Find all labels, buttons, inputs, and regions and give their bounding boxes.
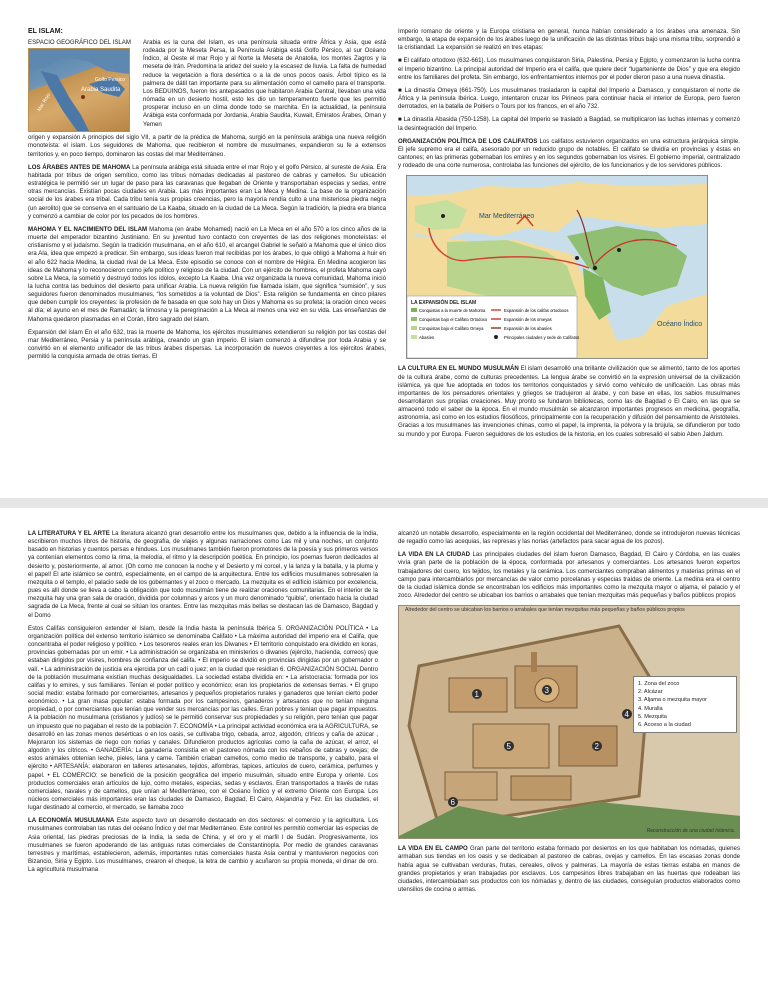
plan-legend-item-3: 3. Aljama o mezquita mayor xyxy=(638,697,708,704)
svg-text:1: 1 xyxy=(474,690,479,700)
plan-legend-item-6: 6. Acceso a la ciudad xyxy=(638,721,691,728)
expansion-map-graphic xyxy=(407,176,707,358)
plan-legend-item-5: 5. Mezquita xyxy=(638,713,667,720)
map-label-red-sea: Mar Rojo xyxy=(36,92,53,113)
expansion-paragraph: Expansión del islam En el año 632, tras la muerte de Mahoma, los ejércitos musulmanes extendieron su religión por las costas del mar Mediterráneo, Persia y la península arábiga, creando un gran imperio. El islam comenzó a difundirse por toda Arabia y se convirtió en el elemento unificador de las tribus árabes dispersas. La incorporación de nuevos creyentes a los ejércitos árabes, permitió la conquista armada de otras tierras. El xyxy=(28,328,386,361)
plan-legend-item-1: 1. Zona del zoco xyxy=(638,681,680,688)
map-legend-title: LA EXPANSIÓN DEL ISLAM xyxy=(411,300,477,307)
arabia-map-image xyxy=(28,48,130,132)
svg-text:6: 6 xyxy=(450,798,455,808)
islamic-city-illustration xyxy=(398,605,740,839)
map-label-gulf: Golfo Pérsico xyxy=(95,77,126,84)
legend-item-5: Expansión de los califas ortodoxos xyxy=(504,308,569,314)
plan-legend-item-2: 2. Alcázar xyxy=(638,689,663,696)
legend-item-6: Expansión de los omeyas xyxy=(504,317,552,323)
document-page-1 xyxy=(0,0,768,498)
mahoma-paragraph: MAHOMA Y EL NACIMIENTO DEL ISLAM Mahoma (en árabe Mohamed) nació en La Meca en el año 570 a los cinco años de la muerte del emperador bizantino Justiniano. En su juventud tuvo contacto con creyentes de las dos religiones monoteístas: el cristianismo y el judaísmo. Según la tradición musulmana, en el año 610, el arcangel Gabriel le señaló a Mahoma que el único dios era Ala, idea que empezó a predicar. Sin embargo, sus ideas fueron mal recibidas por los árabes, lo que obligó a Mahoma a huir en el año 622 hacia Medina, la ciudad rival de La Meca. Este episodio se conoce con el nombre de Hégira. En Medina acogieron las ideas de Mahoma y lo reconocieron como jefe político y religioso de la ciudad. Con un ejército de hombres, el profeta Mahoma cayó sobre La Meca, la sometió y destruyó todos los ídolos, excepto La Kaaba. Una vez organizada la nueva comunidad, Mahoma inició la lucha contra las beduinos del desierto para unificar Arabia. La nueva religión fue llamada islam, que significa “sumisión”, y sus seguidores fueron denominados musulmanes, “los sometidos a la voluntad de Dios”. Esta religión se fundamenta en cinco pilares que deben cumplir los creyentes: la profesión de fe basada en que solo hay un Dios y Mahoma es su profeta; la oración cinco veces al día; el ayuno en el mes de Ramadán; la limosna y la peregrinación a La Meca al menos una vez en su vida. Las enseñanzas de Mahoma quedaron plasmadas en el Corán, libro sagrado del islam. xyxy=(28,225,386,323)
literature-art-paragraph: LA LITERATURA Y EL ARTE La literatura alcanzó gran desarrollo entre los musulmanes que, debido a la influencia de la India, escribieron muchos libros de historia, de geografía, de viajes y algunas narraciones como Las mil y una noches, un conjunto basado en historias y cuentos persas e hindues. Los musulmanes también fueron promotores de la poesía y sus primeros versos ya contenían elementos como la rima, la melodía, el ritmo y la descripción poética. En principio, los poemas fueron dedicados al desierto y, posteriormente, al amor. (Oh como me conocen la noche y el Desierto y mi corcel, y la lanza y la batalla, y la pluma y el papel! El arte islámico se centró, especialmente, en el campo de la arquitectura. Entre los edificios musulmanes sobresalen la mezquita o el templo, el palacio sede de los gobernantes y el zoco o mercado. La mezquita es el edificio islámico por excelencia, pues es allí donde se lleva a cabo la obligación que todo musulmán tiene de realizar oraciones comunitarias. En el interior de la mezquita hay una gran sala de oración, dividida por columnas y arcos y un muro denominado “quibla”, orientado hacia la ciudad sagrada de La Meca, frente al cual se sitúan los orantes. Entre las mezquitas más bellas se destacan las de Damasco, Bagdad y el Domo xyxy=(28,530,378,619)
legend-item-4: Abasíes xyxy=(419,335,435,341)
islam-geographic-map xyxy=(28,39,138,132)
page-title: EL ISLAM: xyxy=(28,28,63,35)
plan-legend-item-4: 4. Muralla xyxy=(638,705,663,712)
map-caption: ESPACIO GEOGRÁFICO DEL ISLAM xyxy=(28,39,131,46)
arabs-before-mahoma-paragraph: LOS ÁRABES ANTES DE MAHOMA La península arábiga está situada entre el mar Rojo y el golfo Pérsico, al sureste de Asia. Era habitada por tribus de origen semítico, como las tribus nómadas dedicadas al pastoreo de cabras y camellos. Su ubicación estratégica le permitió ser un lugar de paso para las caravanas que llegaban de Oriente y transportaban especias y sedas, entre otras mercancías. Existían pocas ciudades en Arabia. Las más importantes eran La Meca y Medina. La base de la organización social de los árabes era tribal. Cada tribu tenía sus propias creencias, pero la mayoría rendía culto a una misteriosa piedra negra (un aerolito) que se conserva en el santuario de La Kaaba, situado en la ciudad de La Meca. Según la tradición, la piedra era blanca y comenzó a cambiar de color por los pecados de los hombres. xyxy=(28,163,386,220)
left-column xyxy=(28,28,386,488)
legend-item-1: Conquistas a la muerte de Mahoma xyxy=(419,308,486,314)
right-column xyxy=(398,28,740,488)
plan-legend xyxy=(633,676,737,733)
countryside-life-paragraph: LA VIDA EN EL CAMPO Gran parte del territorio estaba formado por desiertos en los que habitaban los nómadas, quienes armaban sus tiendas en los oasis y se dedicaban al pastoreo de cabras, ovejas y camellos. En las escasas zonas donde había agua se cultivaban verduras, frutas, cereales, olivos y palmeras. La mayoría de estas tierras estaba en manos de grandes propietarios y eran trabajadas por esclavos. Los campesinos libres trabajaban en las huertas que rodeaban las ciudades, intercambiaban sus productos con los nómadas y, dentro de las ciudades, conseguían productos elaborados como utensilios de cocina o armas. xyxy=(398,845,740,894)
origin-paragraph: origen y expansión A principios del siglo VII, a partir de la prédica de Mahoma, surgió en la península arábiga una nueva religión monoteísta: el islam. Los seguidores de Mahoma, que recibieron el nombre de musulmanes, expandieron su fe a extensos territorios y, en poco tiempo, dominaron las costas del mar Mediterráneo. xyxy=(28,134,386,158)
map-label-mediterranean: Mar Mediterráneo xyxy=(479,213,535,221)
political-organization-paragraph: ORGANIZACIÓN POLÍTICA DE LOS CALIFATOS Los califatos estuvieron organizados en una estructura jerárquica simple. El jefe supremo era el califa, asesorado por un reducido grupo de notables. El califato se dividía en provincias y éstas en cantones; en las primeras gobernaban los emires y en los segundos gobernaban los visires. El gobierno imperial, centralizado y rodeado de una corte numerosa, controlaba las funciones del ejército, de los funcionarios y de los servidores públicos. xyxy=(398,137,740,170)
legend-item-8: Principales ciudades y sede de Califatos xyxy=(504,335,580,341)
expansion-continued-paragraph: Imperio romano de oriente y la Europa cristiana en general, nunca habían considerado a los árabes una amenaza. Sin embargo, la etapa de expansión de los árabes luego de la unificación de las distintas tribus bajo una misma tribu, sorprendió a la cristiandad. La expansión se realizó en tres etapas: xyxy=(398,28,740,52)
legend-item-2: Conquistas bajo el Califato Ortodoxo xyxy=(419,317,488,323)
map-label-indian-ocean: Océano Índico xyxy=(657,321,703,329)
svg-text:3: 3 xyxy=(544,686,549,696)
culture-paragraph: LA CULTURA EN EL MUNDO MUSULMÁN El islam desarrolló una brillante civilización que se alimentó, tanto de los aportes de la cultura árabe, como de culturas precedentes. La lengua árabe se convirtió en la expresión universal de la civilización islámica, ya que fue adoptada en todos los territorios conquistados y sirvió como vehículo de unificación. Las obras más importantes de los pensadores orientales y griegos se tradujeron al árabe, y con base en ellas, los sabios musulmanes desarrollaron sus propias creaciones. Muy pronto se fundaron bibliotecas, como las de Bagdad o El Cairo, en las que se almacenó todo el saber de la época. En el mundo musulmán se alcanzaron importantes progresos en medicina, geografía, astronomía, así como en los estudios filosóficos, principalmente con la recuperación y difusión del pensamiento de Aristóteles. Gracias a los musulmanes las invenciones chinas, como el papel, la imprenta, la pólvora y la brújula, se difundieron por todo su mundo y por Europa. Fueron seguidores de los estudios de la historia, en los cuales sobresalió el sabio Aben Jaldum. xyxy=(398,365,740,438)
agriculture-continued-paragraph: alcanzó un notable desarrollo, especialmente en la región occidental del Mediterráneo, donde se introdujeron nuevas técnicas de regadío como las acequias, las represas y las norias (artefactos para sacar agua de los pozos). xyxy=(398,530,740,546)
left-column-2 xyxy=(28,530,378,1000)
intro-paragraph: Arabia es la cuna del Islam, es una península situada entre África y Asia, que está rodeada por la Meseta Persa, la Península Arábiga está Golfo Pérsico, al sur Océano Índico, al Oeste el mar Rojo y al Norte la Meseta de Anatolia, los montes Zagros y la meseta de Irán. Predomina la aridez del suelo y la escasez de lluvia. La falta de humedad reduce la vegetación a flora desértica o a la de unos pocos oasis. Árbol típico es la palmera de dátil tan importante para su alimentación como el camello para el transporte. Los BEDUINOS, fueron los antepasados que habitaron Arabia Central, llevaban una vida nómada en un desierto hostil, esto les dio un temperamento fuerte que les permitió prosperar incluso en un clima donde todo se marchita. En la actualidad, la península Arábiga esta conformada por Jordania, Arabia Saudita, Kuwait, Emiratos Árabes, Oman y Yemen xyxy=(143,39,386,128)
document-page-2 xyxy=(0,508,768,1006)
legend-item-3: Conquistas bajo el Califato Omeya xyxy=(419,326,484,332)
map-label-arabia: Arabia Saudita xyxy=(81,87,121,94)
arabia-satellite-image xyxy=(29,49,129,131)
city-life-paragraph: LA VIDA EN LA CIUDAD Las principales ciudades del islam fueron Damasco, Bagdad, El Cairo y Córdoba, en las cuales vivía gran parte de la población de la época, conformada por artesanos y comerciantes. Los artesanos fueron expertos trabajadores del cuero, los tejidos, los metales y la cerámica. Los comerciantes compraban alimentos y materias primas en el campo para intercambiarlos por mercancías de valor como porcelanas y especias traídas de oriente. La medina era el centro de la ciudad islámica donde se encontraban los edificios más importantes como la mezquita mayor o aljama, el palacio y el zoco. Alrededor del centro se ubicaban los barrios o arrabales que tenían mezquitas más pequeñas y baños públicos propios xyxy=(398,551,740,600)
svg-text:5: 5 xyxy=(506,742,511,752)
svg-text:2: 2 xyxy=(594,742,599,752)
orthodox-caliphate-paragraph: ■ El califato ortodoxo (632-661). Los musulmanes conquistaron Siria, Palestina, Persia y Egipto, y comenzaron la lucha contra el Imperio bizantino. La principal autoridad del Imperio era el califa, que quiere decir “lugarteniente de Dios” y que era elegido entre los familiares del profeta. Sin embargo, los enfrentamientos internos por el poder dieron paso a una nueva dinastía. xyxy=(398,57,740,81)
economy-paragraph: LA ECONOMÍA MUSULMANA Este aspecto tuvo un desarrollo destacado en dos sectores: el comercio y la agricultura. Los musulmanes controlaban las rutas del océano Índico y del mar Mediterráneo. Este control les permitió comerciar las especias de Asia oriental, las piedras preciosas de la India, la seda de China, y el oro y el marfil l de Sudán. Progresivamente, los musulmanes se fueron apoderando de las antiguas rutas comerciales de Constantinopla. Por medio de grandes caravanas terrestres y marítimas, establecieron, además, importantes rutas comerciales hasta Asia central y mantuvieron negocios con Bizancio, Siria y Egipto. Los musulmanes, crearon el cheque, la letra de cambio y acuñaron su propia moneda, el dinar de oro. La agricultura musulmana xyxy=(28,817,378,874)
omeya-paragraph: ■ La dinastía Omeya (661-750). Los musulmanes trasladaron la capital del Imperio a Damasco, y conquistaron el norte de África y la península Ibérica. Luego, intentaron cruzar los Pirineos para continuar hacia el interior de Europa, pero fueron derrotados, en la batalla de Poitiers o Tours por los francos, en el año 732. xyxy=(398,86,740,111)
islam-expansion-map xyxy=(406,175,708,359)
abasida-paragraph: ■ La dinastía Abasida (750-1258). La capital del Imperio se trasladó a Bagdad, se multiplicaron las luchas internas y comenzó la desintegración del Imperio. xyxy=(398,116,740,132)
svg-text:4: 4 xyxy=(624,710,629,720)
caliphates-organization-paragraph: Estos Califas consiguieron extender el Islam, desde la India hasta la península Ibérica 5. ORGANIZACIÓN POLÍTICA • La organización política del extenso territorio islámico se denominaba Califato • La máxima autoridad del imperio era el Califa, que concentraba el poder religioso y político. • Los tesoreros reales eran los Diwanes • El territorio conquistado era dividido en koras, provincias gobernadas por un emir. • La administración se organizaba en ministerios o diwanes (ejército, hacienda, correos) que estaban dirigidos por visires, hombres de confianza del califa. • El imperio se dividió en provincias dirigidas por un gobernador o valí. • La administración de justicia era ejercida por un cadí o juez; en la ciudad que residían 6. ORGANIZACIÓN SOCIAL Dentro de la población musulmana existían muchas desigualdades. La sociedad estaba dividida en: • La aristocracia: formada por los califas y lo emires, y sus familiares. Tenían el poder político y económico; eran los propietarios de extensas tierras. • El grupo social medio: estaba formado por comerciantes, artesanos y pequeños propietarios rurales y ganaderos que tenían cierto poder económico. • La gran masa popular: estaba formada por los campesinos, ganaderos y artesanos que no tenían ninguna propiedad, o por comerciantes que tenían que vender sus mercancías por las calles. Eran pobres y tenían que pagar impuestos. A la población no musulmana (cristianos y judíos) se le permitió conservar sus propiedades y su religión, pero tenían que pagar un impuesto que no pagaban el resto de la población 7. ECONOMÍA • La principal actividad económica era la AGRICULTURA, se desarrolló en las zonas menos desérticas o en los oasis, se cultivaba trigo, cebada, arroz, algodón, cítricos y caña de azúcar , Mejoraron los sistemas de riego con norias y canales. Difundieron productos agrícolas como la caña de azúcar, el arroz, el algodón y los cítricos. • GANADERÍA: La ganadería consistía en el pastoreo nómada con los rebaños de cabras y ovejas; de estos animales obtenían leche, pieles, lana y carne. También criaban camellos, como medio de transporte, y caballo, para el ejército • ARTESANÍA: elaboraron en talleres artesanales, tejidos, alfombras, tapices, artículos de cuero, cerámica, perfumes y papel. • EL COMERCIO: se benefició de la posición geográfica del imperio musulmán, situado entre Europa y oriente. Los productos comerciales eran artículos de lujo, como metales, especias, sedas y esclavos. Eran transportados a través de rutas comerciales, navales y de camellos, que unían al Mediterráneo, con el Océano Índico y el extremo Oriente con Europa. Los núcleos comerciales más importantes eran las ciudades de Damasco, Bagdad, El Cairo, Alejandría y Fez. En las ciudades, el lugar destinado al comercio, el mercado, se llamaba zoco xyxy=(28,624,378,812)
plan-top-caption: Alrededor del centro se ubicaban los barrios o arrabales que tenían mezquitas más pequeñas y baños públicos propios xyxy=(405,607,685,614)
plan-caption: Reconstrucción de una ciudad Islámica. xyxy=(646,828,735,835)
right-column-2 xyxy=(398,530,740,1000)
legend-item-7: Expansión de los abasíes xyxy=(504,326,552,332)
